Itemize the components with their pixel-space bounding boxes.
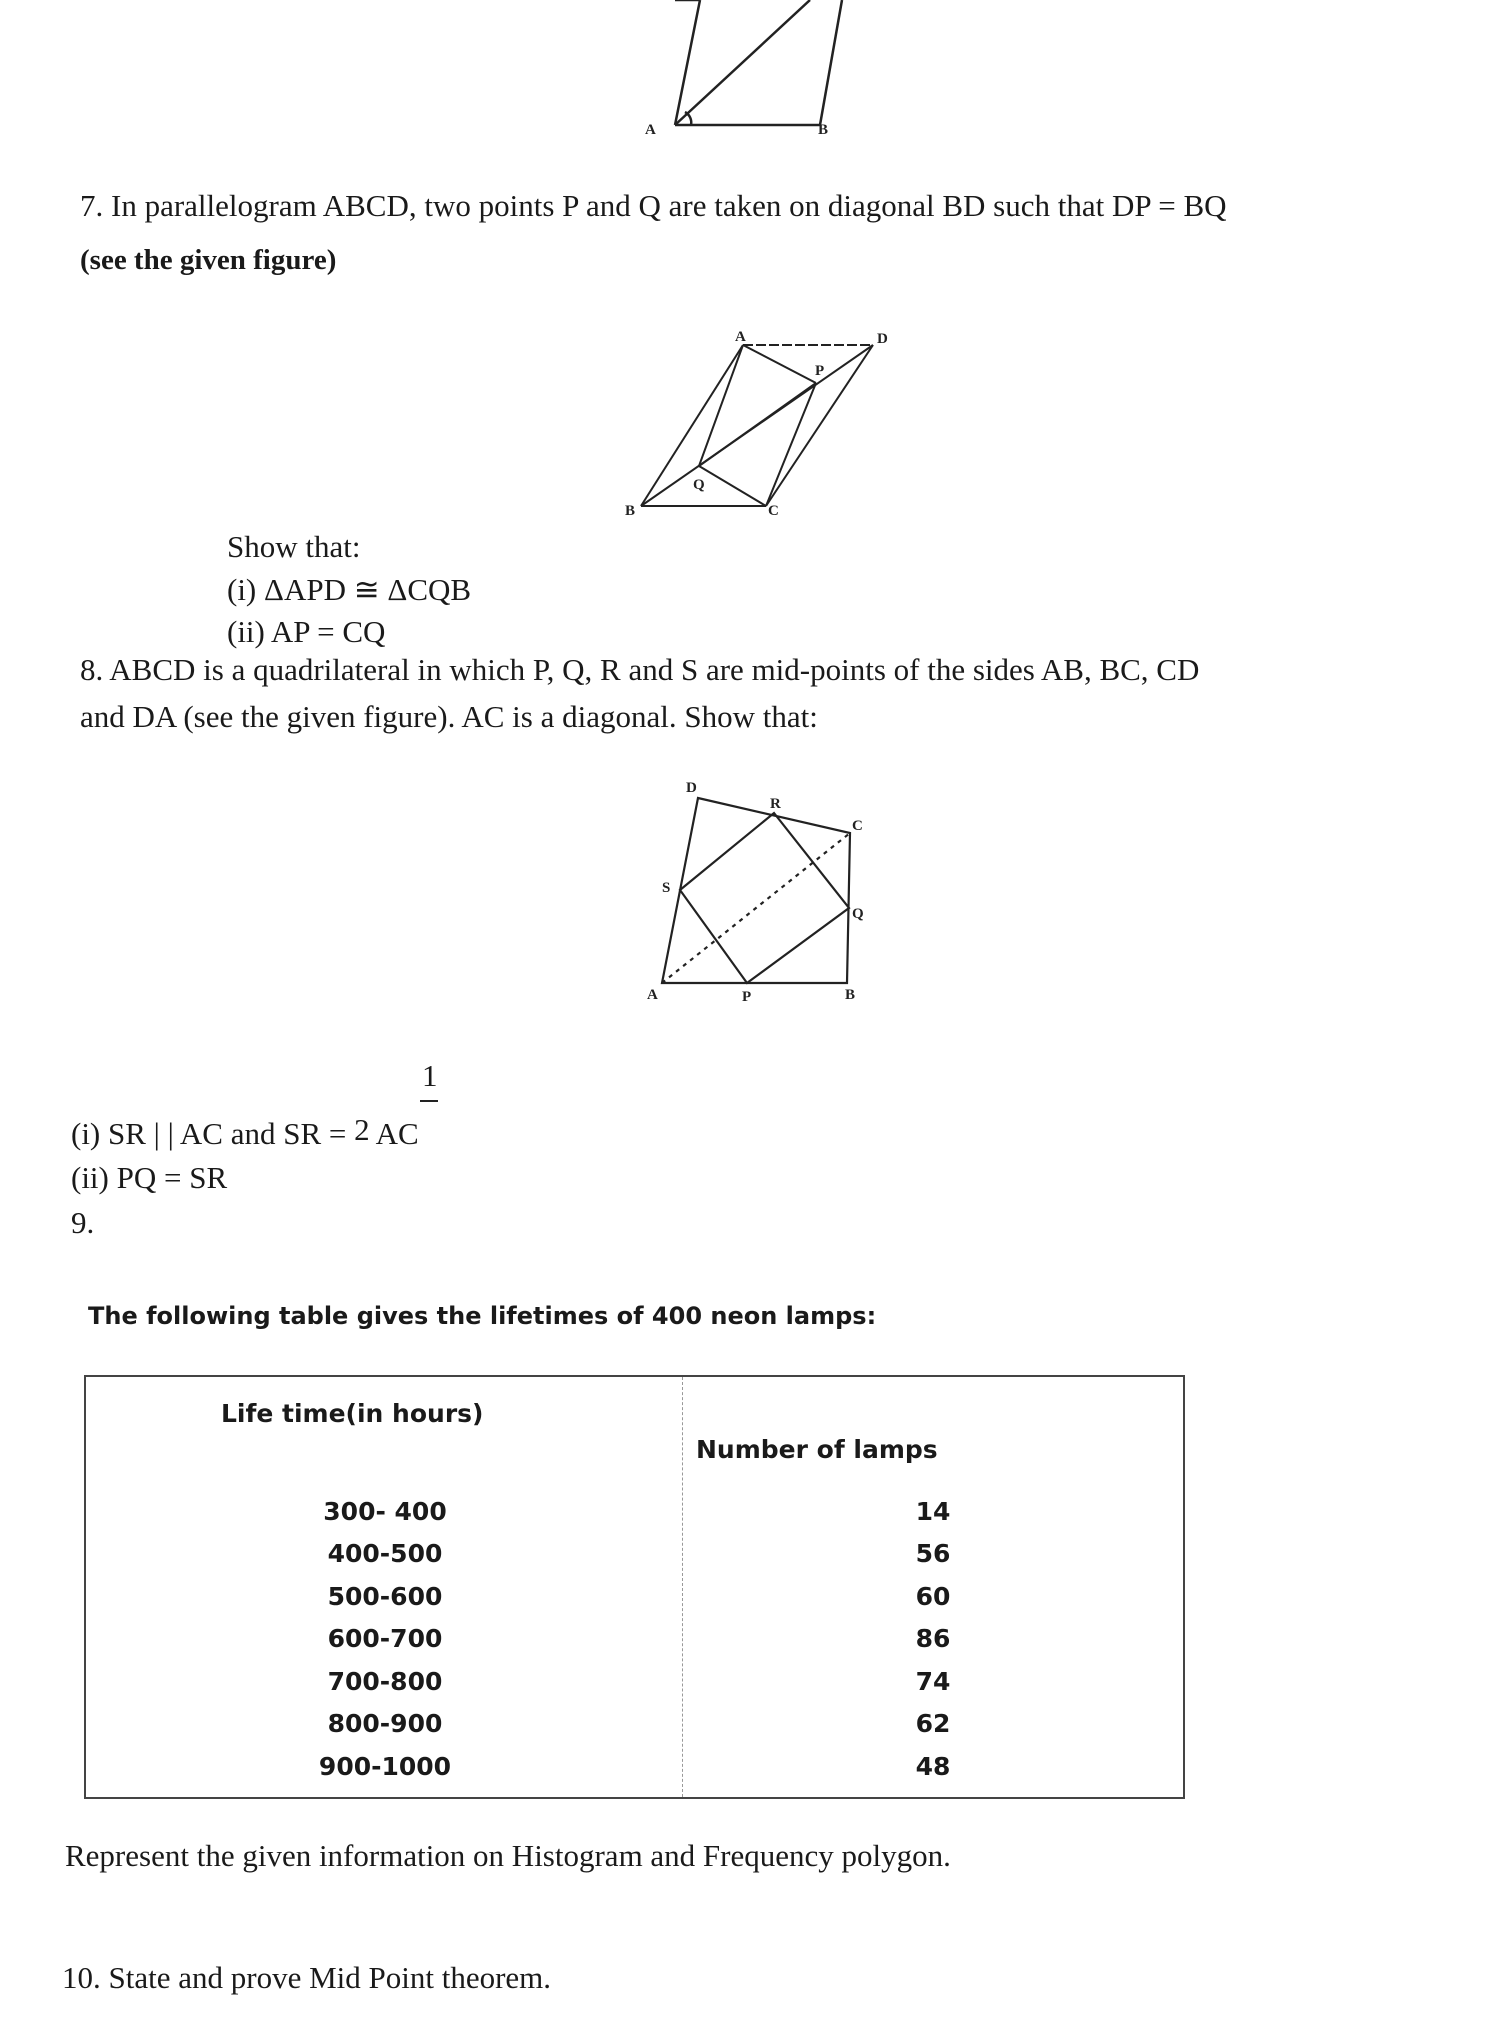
q8-part-i-prefix: (i) SR | | AC and SR = <box>71 1116 355 1151</box>
lifetime-cell: 800-900 <box>327 1709 443 1738</box>
label-a: A <box>645 122 656 138</box>
figure-top-parallelogram <box>640 0 880 140</box>
fraction-denominator: 2 <box>354 1112 370 1147</box>
label-b: B <box>818 122 829 138</box>
q8-quadrilateral-figure <box>642 778 882 1008</box>
count-cell: 48 <box>915 1752 951 1781</box>
label-p: P <box>742 989 752 1005</box>
label-b: B <box>845 987 856 1003</box>
q7-text-line1: 7. In parallelogram ABCD, two points P and Q are taken on diagonal BD such that DP = BQ <box>80 188 1227 223</box>
q8-part-i <box>71 1114 419 1154</box>
count-cell: 62 <box>915 1709 951 1738</box>
lifetime-cell: 400-500 <box>327 1539 443 1568</box>
q9-instruction: Represent the given information on Histogram and Frequency polygon. <box>65 1838 951 1873</box>
header-number-of-lamps: Number of lamps <box>696 1435 938 1464</box>
lamp-lifetime-table <box>84 1375 1185 1799</box>
lifetime-cell: 900-1000 <box>318 1752 452 1781</box>
fraction-bar <box>420 1100 438 1102</box>
count-cell: 56 <box>915 1539 951 1568</box>
q7-show-that: Show that: <box>227 529 361 564</box>
q8-text-line1: 8. ABCD is a quadrilateral in which P, Q, R and S are mid-points of the sides AB, BC, CD <box>80 652 1200 687</box>
lifetime-cell: 700-800 <box>327 1667 443 1696</box>
label-a: A <box>647 987 658 1003</box>
label-a: A <box>735 329 746 345</box>
fraction-numerator: 1 <box>422 1058 438 1093</box>
lifetime-cell: 300- 400 <box>323 1497 447 1526</box>
q7-part-ii: (ii) AP = CQ <box>227 614 386 649</box>
q9-intro: The following table gives the lifetimes of 400 neon lamps: <box>88 1302 877 1330</box>
lifetime-cell: 600-700 <box>327 1624 443 1653</box>
q7-part-i: (i) ΔAPD ≅ ΔCQB <box>227 572 472 607</box>
lifetime-cell: 500-600 <box>327 1582 443 1611</box>
q10-text: 10. State and prove Mid Point theorem. <box>62 1960 552 1995</box>
q7-parallelogram-figure <box>623 331 903 521</box>
label-c: C <box>768 503 779 519</box>
q7-text-line2: (see the given figure) <box>80 244 337 276</box>
label-b: B <box>625 503 636 519</box>
q8-part-i-suffix: AC <box>375 1116 419 1151</box>
q8-part-ii: (ii) PQ = SR <box>71 1160 228 1195</box>
count-cell: 86 <box>915 1624 951 1653</box>
q9-number: 9. <box>71 1205 95 1240</box>
column-divider <box>682 1377 683 1797</box>
label-c: C <box>852 818 863 834</box>
label-p: P <box>815 363 825 379</box>
label-d: D <box>686 780 697 796</box>
label-q: Q <box>852 906 864 922</box>
label-r: R <box>770 796 781 812</box>
header-life-time: Life time(in hours) <box>221 1399 484 1428</box>
label-s: S <box>662 880 671 896</box>
label-d: D <box>877 331 888 347</box>
count-cell: 74 <box>915 1667 951 1696</box>
q8-text-line2: and DA (see the given figure). AC is a diagonal. Show that: <box>80 699 818 734</box>
count-cell: 14 <box>915 1497 951 1526</box>
count-cell: 60 <box>915 1582 951 1611</box>
label-q: Q <box>693 477 705 493</box>
